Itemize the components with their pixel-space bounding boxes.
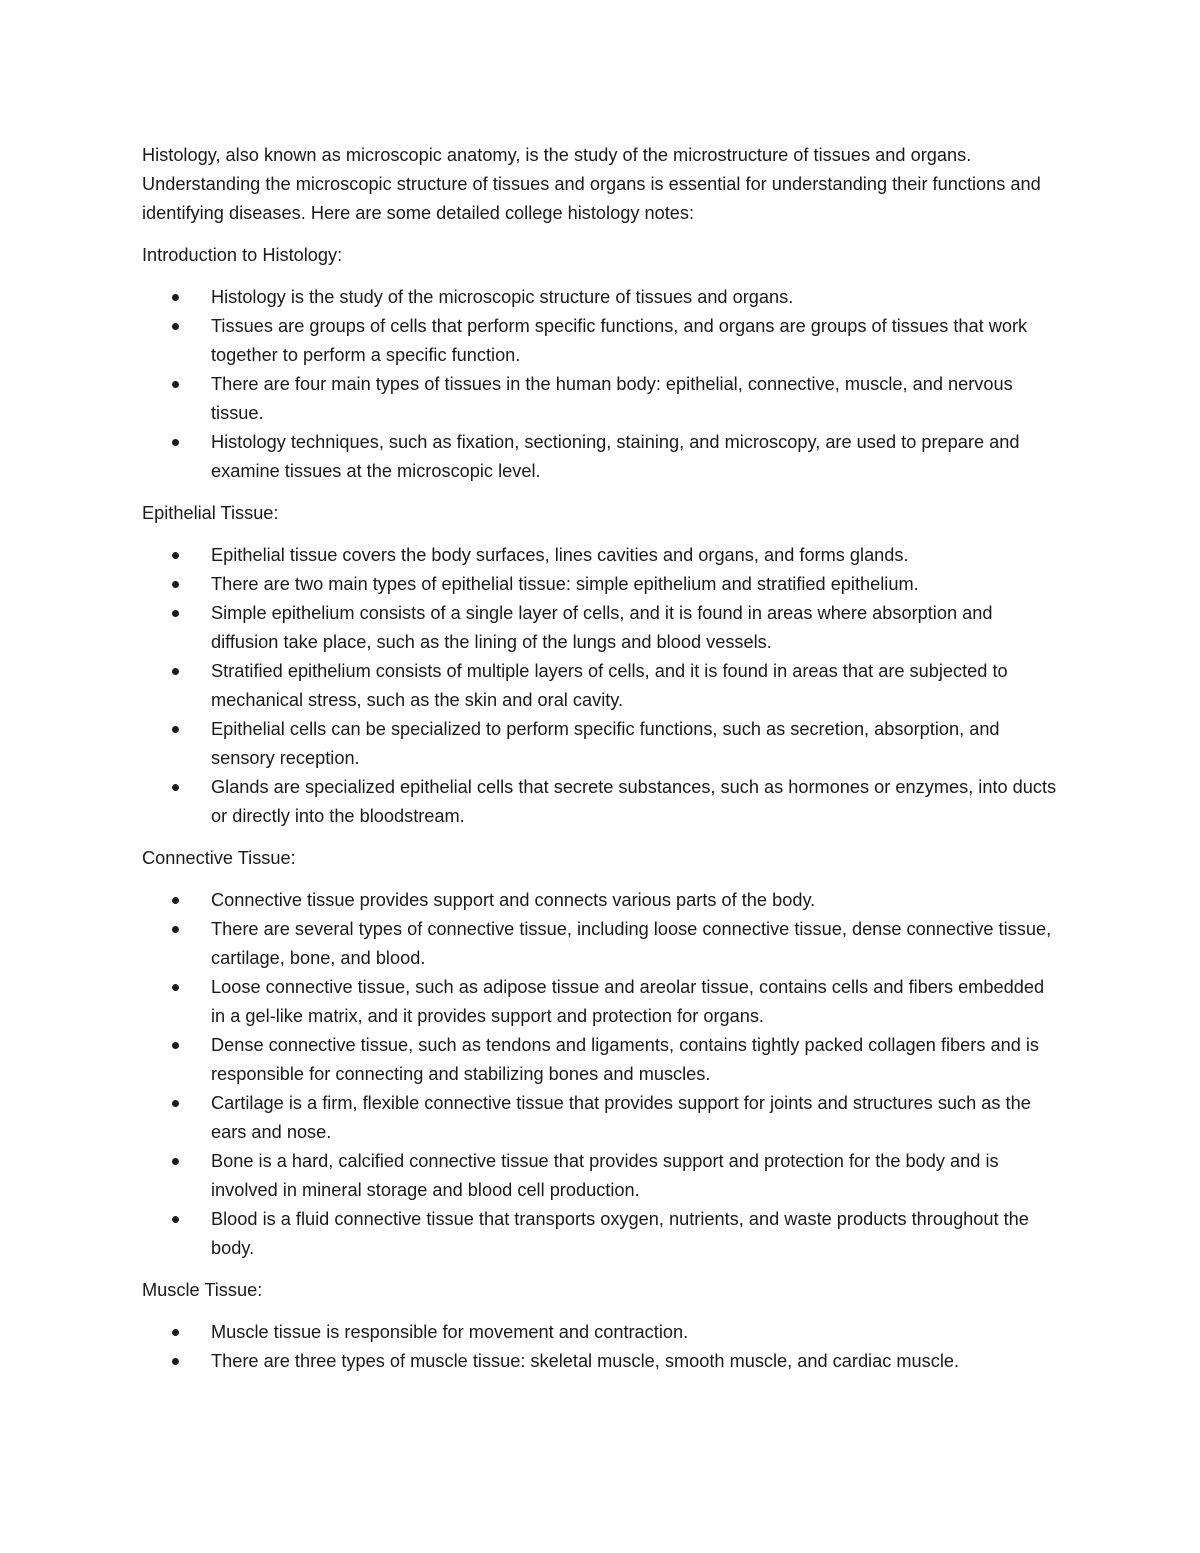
list-item	[142, 1031, 1062, 1089]
list-item	[142, 973, 1062, 1031]
list-item	[142, 312, 1062, 370]
list-item-text: Histology techniques, such as fixation, sectioning, staining, and microscopy, are used to prepare and examine tissues at the microscopic level.	[211, 432, 1020, 481]
list-item-text: There are several types of connective tissue, including loose connective tissue, dense connective tissue, cartilage, bone, and blood.	[211, 919, 1052, 968]
list-item-text: There are two main types of epithelial tissue: simple epithelium and stratified epithelium.	[211, 574, 919, 594]
list-item	[142, 283, 1062, 312]
bullet-icon	[172, 1158, 179, 1165]
bullet-icon	[172, 1100, 179, 1107]
document-page	[142, 141, 1062, 1389]
bullet-icon	[172, 439, 179, 446]
bullet-icon	[172, 926, 179, 933]
section-heading-muscle: Muscle Tissue:	[142, 1280, 263, 1300]
bullet-icon	[172, 1358, 179, 1365]
list-item-text: Cartilage is a firm, flexible connective tissue that provides support for joints and structures such as the ears and nose.	[211, 1093, 1031, 1142]
bullet-icon	[172, 552, 179, 559]
bullet-icon	[172, 381, 179, 388]
section-heading-connective: Connective Tissue:	[142, 848, 296, 868]
list-item	[142, 599, 1062, 657]
list-item-text: Bone is a hard, calcified connective tissue that provides support and protection for the body and is involved in mineral storage and blood cell production.	[211, 1151, 999, 1200]
list-item-text: Loose connective tissue, such as adipose tissue and areolar tissue, contains cells and fibers embedded in a gel-like matrix, and it provides support and protection for organs.	[211, 977, 1045, 1026]
list-item-text: Epithelial tissue covers the body surfaces, lines cavities and organs, and forms glands.	[211, 545, 909, 565]
list-item	[142, 370, 1062, 428]
bullet-list-epithelial	[142, 541, 1062, 831]
list-item	[142, 1318, 1062, 1347]
bullet-icon	[172, 984, 179, 991]
bullet-icon	[172, 784, 179, 791]
bullet-list-muscle	[142, 1318, 1062, 1376]
list-item-text: Blood is a fluid connective tissue that transports oxygen, nutrients, and waste products throughout the body.	[211, 1209, 1029, 1258]
bullet-icon	[172, 294, 179, 301]
bullet-icon	[172, 581, 179, 588]
list-item	[142, 1089, 1062, 1147]
list-item-text: Tissues are groups of cells that perform specific functions, and organs are groups of tissues that work together to perform a specific function.	[211, 316, 1028, 365]
section-heading-epithelial: Epithelial Tissue:	[142, 503, 279, 523]
list-item-text: There are three types of muscle tissue: skeletal muscle, smooth muscle, and cardiac muscle.	[211, 1351, 960, 1371]
list-item	[142, 773, 1062, 831]
list-item	[142, 570, 1062, 599]
list-item	[142, 1147, 1062, 1205]
section-heading-introduction: Introduction to Histology:	[142, 245, 343, 265]
list-item-text: Connective tissue provides support and connects various parts of the body.	[211, 890, 816, 910]
list-item	[142, 657, 1062, 715]
list-item	[142, 428, 1062, 486]
list-item-text: Glands are specialized epithelial cells that secrete substances, such as hormones or enzymes, into ducts or directly into the bloodstream.	[211, 777, 1057, 826]
bullet-list-connective	[142, 886, 1062, 1263]
bullet-list-introduction	[142, 283, 1062, 486]
list-item	[142, 915, 1062, 973]
list-item-text: Histology is the study of the microscopic structure of tissues and organs.	[211, 287, 794, 307]
list-item	[142, 886, 1062, 915]
bullet-icon	[172, 610, 179, 617]
list-item	[142, 1347, 1062, 1376]
list-item-text: Stratified epithelium consists of multiple layers of cells, and it is found in areas that are subjected to mechanical stress, such as the skin and oral cavity.	[211, 661, 1008, 710]
bullet-icon	[172, 1216, 179, 1223]
bullet-icon	[172, 668, 179, 675]
bullet-icon	[172, 897, 179, 904]
list-item	[142, 1205, 1062, 1263]
bullet-icon	[172, 726, 179, 733]
list-item-text: There are four main types of tissues in the human body: epithelial, connective, muscle, and nervous tissue.	[211, 374, 1013, 423]
bullet-icon	[172, 323, 179, 330]
list-item-text: Simple epithelium consists of a single layer of cells, and it is found in areas where absorption and diffusion take place, such as the lining of the lungs and blood vessels.	[211, 603, 993, 652]
bullet-icon	[172, 1042, 179, 1049]
list-item	[142, 541, 1062, 570]
list-item-text: Muscle tissue is responsible for movement and contraction.	[211, 1322, 689, 1342]
bullet-icon	[172, 1329, 179, 1336]
list-item	[142, 715, 1062, 773]
list-item-text: Dense connective tissue, such as tendons and ligaments, contains tightly packed collagen fibers and is responsible for connecting and stabilizing bones and muscles.	[211, 1035, 1040, 1084]
list-item-text: Epithelial cells can be specialized to perform specific functions, such as secretion, absorption, and sensory reception.	[211, 719, 1000, 768]
intro-paragraph: Histology, also known as microscopic anatomy, is the study of the microstructure of tissues and organs. Understanding the microscopic structure of tissues and organs is essential for understanding their functions and identifying diseases. Here are some detailed college histology notes:	[142, 145, 1041, 223]
